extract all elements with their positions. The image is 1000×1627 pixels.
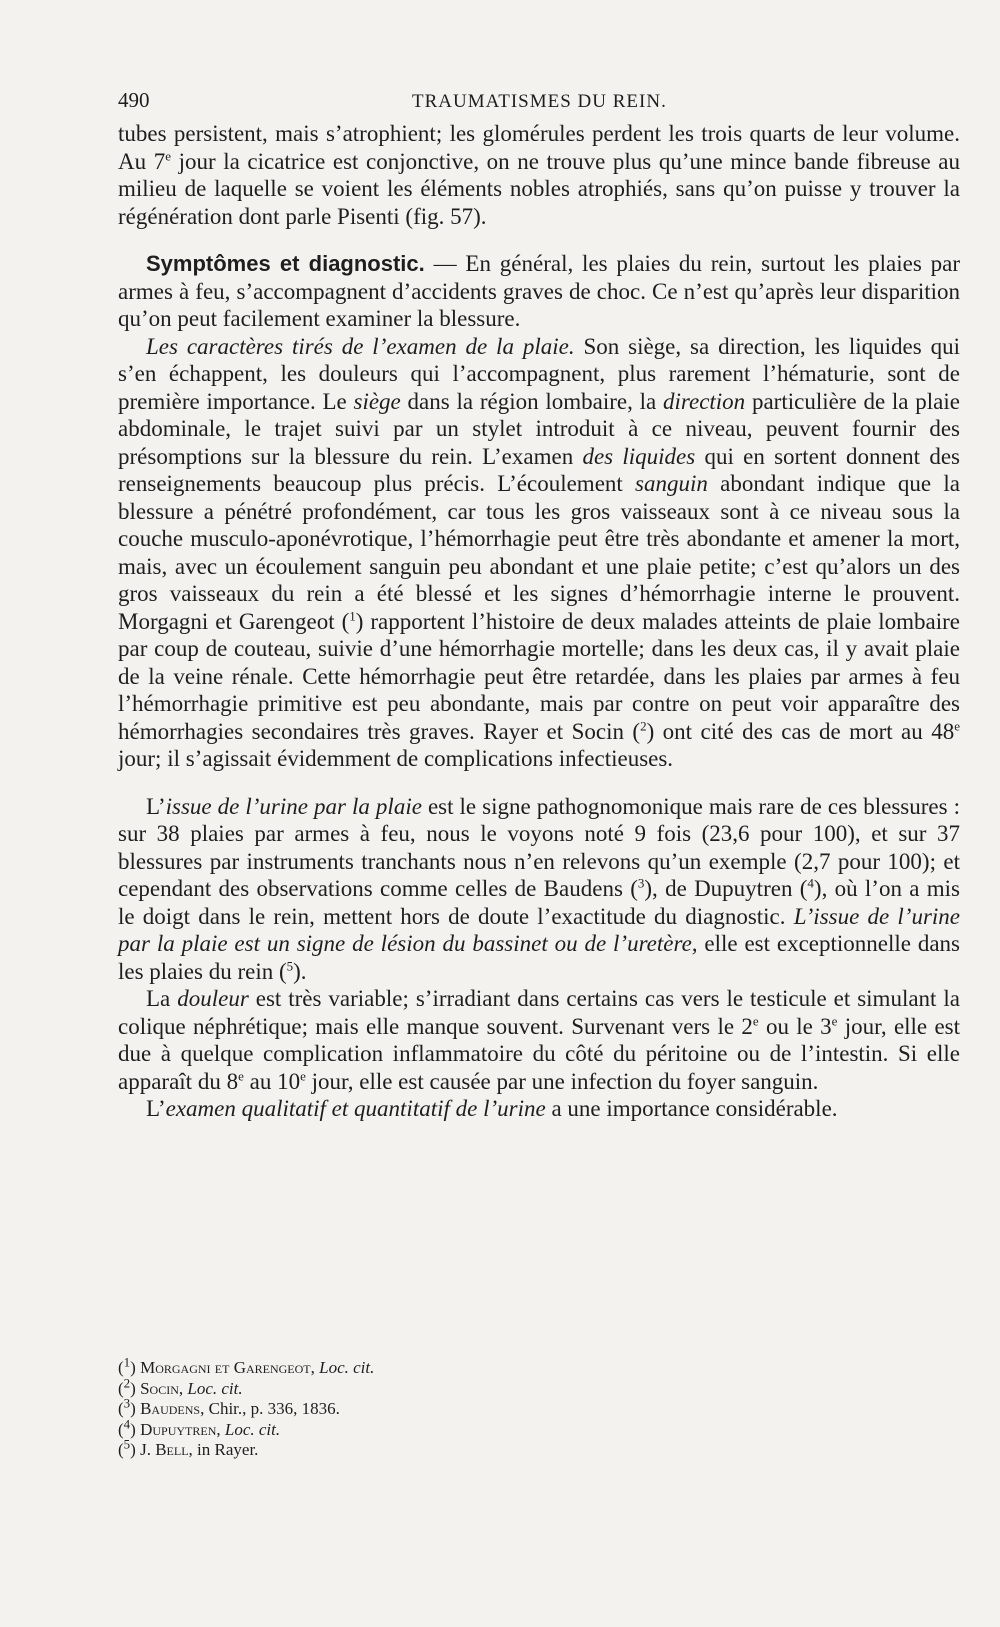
text-run: est le signe pathognomonique mais rare de ces blessures : sur 38 plaies par armes à feu, nous le voyons noté 9 fois (23,6 pour 100), et sur 37 blessures par instruments tranchants nous n’en relevons qu’un exemple (2,7 pour 100); et cependant des observations comme celles de Baudens ( bbox=[118, 793, 960, 901]
paragraph-symptoms bbox=[118, 250, 960, 333]
footnote-text: Loc. cit. bbox=[183, 1378, 243, 1398]
footnote: ($^2$) Socin, Loc. cit. bbox=[118, 1374, 243, 1398]
italic-run: des liquides bbox=[582, 443, 696, 469]
text-run: tubes persistent, mais s’atrophient; les glomérules perdent les trois quarts de leur volume. Au 7 bbox=[118, 121, 960, 174]
superscript: e bbox=[165, 147, 171, 163]
text-run: L’ bbox=[146, 793, 166, 819]
text-run: ou le 3 bbox=[758, 1013, 832, 1039]
text-run: est très variable; s’irradiant dans certains cas vers le testicule et simulant la colique néphrétique; mais elle manque souvent. Survenant vers le 2 bbox=[118, 986, 960, 1039]
superscript: e bbox=[831, 1012, 838, 1028]
text-run: ), où l’on a mis le doigt dans le rein, mettent hors de doute l’exactitude du diagnostic. bbox=[118, 876, 960, 929]
footnote-text: Loc. cit. bbox=[220, 1419, 281, 1439]
italic-run: direction bbox=[663, 388, 746, 414]
footnote-author: J. Bell, bbox=[140, 1440, 193, 1459]
section-heading: Symptômes et diagnostic. bbox=[146, 251, 425, 276]
footnote-text: Chir., p. 336, 1836. bbox=[204, 1399, 340, 1418]
text-run: jour, elle est causée par une infection du foyer sanguin. bbox=[305, 1068, 819, 1094]
footnote-author: Morgagni et Garengeot, bbox=[140, 1358, 315, 1377]
superscript: e bbox=[954, 717, 960, 733]
footnote-ref: 2 bbox=[640, 717, 647, 733]
footnote: ($^4$) Dupuytren, Loc. cit. bbox=[118, 1415, 281, 1439]
text-run: jour, elle est due à quelque complication inflammatoire du côté du péritoine ou de l’intestin. Si elle apparaît du 8 bbox=[118, 1013, 961, 1094]
footnote-author: Socin, bbox=[140, 1378, 184, 1398]
page-number: 490 bbox=[118, 88, 150, 112]
footnote-mark: 3 bbox=[123, 1395, 131, 1411]
italic-run: siège bbox=[353, 388, 401, 414]
footnote-ref: 5 bbox=[286, 957, 294, 973]
running-head: TRAUMATISMES DU REIN. bbox=[412, 91, 667, 112]
text-run: L’ bbox=[146, 1096, 166, 1121]
text-run: qui en sortent donnent des renseignements beaucoup plus précis. L’écoulement bbox=[118, 443, 960, 496]
footnote-mark: 4 bbox=[123, 1415, 131, 1431]
paragraph-urine-issue bbox=[118, 793, 960, 986]
footnote-text: in Rayer. bbox=[192, 1440, 259, 1459]
footnote-ref: 4 bbox=[807, 875, 814, 891]
footnote-text: Loc. cit. bbox=[314, 1358, 375, 1377]
text-run: au 10 bbox=[243, 1068, 301, 1094]
text-run: a une importance considérable. bbox=[545, 1096, 838, 1121]
superscript: e bbox=[300, 1067, 306, 1083]
footnote: ($^3$) Baudens, Chir., p. 336, 1836. bbox=[118, 1395, 340, 1418]
text-run: particulière de la plaie abdominale, le trajet suivi par un stylet introduit à ce niveau, peuvent fournir des présomptions sur la blessure du rein. L’examen bbox=[118, 388, 960, 469]
text-run: La bbox=[146, 986, 178, 1011]
superscript: e bbox=[752, 1012, 759, 1028]
text-run: jour la cicatrice est conjonctive, on ne trouve plus qu’une mince bande fibreuse au milieu de laquelle se voient les éléments nobles atrophiés, sans qu’on puisse y trouver la régénération dont parle Pisenti (fig. 57). bbox=[118, 148, 960, 229]
text-run: abondant indique que la blessure a pénétré profondément, car tous les gros vaisseaux sont à ce niveau sous la couche musculo-aponévrotique, l’hémorrhagie peut être très abondante et amener la mort, mais, avec un écoulement sanguin peu abondant et une plaie petite; c’est qu’alors un des gros vaisseaux du rein a été blessé et les signes d’hémorrhagie interne le prouvent. Morgagni et Garengeot ( bbox=[118, 471, 960, 634]
footnote-mark: 2 bbox=[123, 1374, 131, 1390]
italic-run: douleur bbox=[177, 986, 249, 1011]
text-run: — En général, les plaies du rein, surtout les plaies par armes à feu, s’accompagnent d’accidents graves de choc. Ce n’est qu’après leur disparition qu’on peut facilement examiner la blessure. bbox=[118, 251, 960, 331]
text-run: elle est exceptionnelle dans les plaies du rein ( bbox=[118, 931, 961, 984]
italic-run: sanguin bbox=[635, 471, 708, 496]
italic-run: L’issue de l’urine par la plaie est un signe de lésion du bassinet ou de l’uretère, bbox=[118, 903, 960, 956]
footnote-ref: 1 bbox=[349, 607, 356, 623]
paragraph-urine-exam bbox=[118, 1095, 960, 1123]
page-header bbox=[118, 88, 940, 118]
footnote-mark: 5 bbox=[123, 1436, 131, 1452]
footnote-ref: 3 bbox=[637, 875, 645, 891]
text-run: jour; il s’agissait évidemment de complications infectieuses. bbox=[118, 746, 674, 771]
paragraph-examination bbox=[118, 333, 960, 773]
paragraph-1 bbox=[118, 120, 960, 230]
text-run: dans la région lombaire, la bbox=[400, 388, 663, 414]
footnote-author: Baudens, bbox=[140, 1399, 205, 1418]
text-run: ) ont cité des cas de mort au 48 bbox=[646, 718, 955, 744]
italic-run: examen qualitatif et quantitatif de l’urine bbox=[165, 1096, 546, 1121]
footnote: ($^1$) Morgagni et Garengeot, Loc. cit. bbox=[118, 1354, 375, 1377]
text-run: Son siège, sa direction, les liquides qui s’en échappent, les douleurs qui l’accompagnent, plus rarement l’hématurie, sont de première importance. Le bbox=[118, 333, 960, 414]
superscript: e bbox=[238, 1067, 244, 1083]
paragraph-pain bbox=[118, 985, 960, 1095]
text-run: ), de Dupuytren ( bbox=[644, 876, 808, 901]
footnote: ($^5$) J. Bell, in Rayer. bbox=[118, 1436, 259, 1459]
footnote-mark: 1 bbox=[123, 1354, 131, 1370]
footnote-author: Dupuytren, bbox=[140, 1419, 221, 1439]
italic-run: Les caractères tirés de l’examen de la plaie. bbox=[146, 333, 575, 359]
italic-run: issue de l’urine par la plaie bbox=[165, 793, 422, 819]
body-text bbox=[118, 120, 960, 1123]
text-run: ) rapportent l’histoire de deux malades atteints de plaie lombaire par coup de couteau, suivie d’une hémorrhagie mortelle; dans les deux cas, il y avait plaie de la veine rénale. Cette hémorrhagie peut être retardée, dans les plaies par armes à feu l’hémorrhagie primitive est peu abondante, mais par contre on peut voir apparaître des hémorrhagies secondaires très graves. Rayer et Socin ( bbox=[118, 608, 960, 744]
text-run: ). bbox=[293, 958, 307, 984]
footnotes bbox=[118, 1354, 718, 1461]
